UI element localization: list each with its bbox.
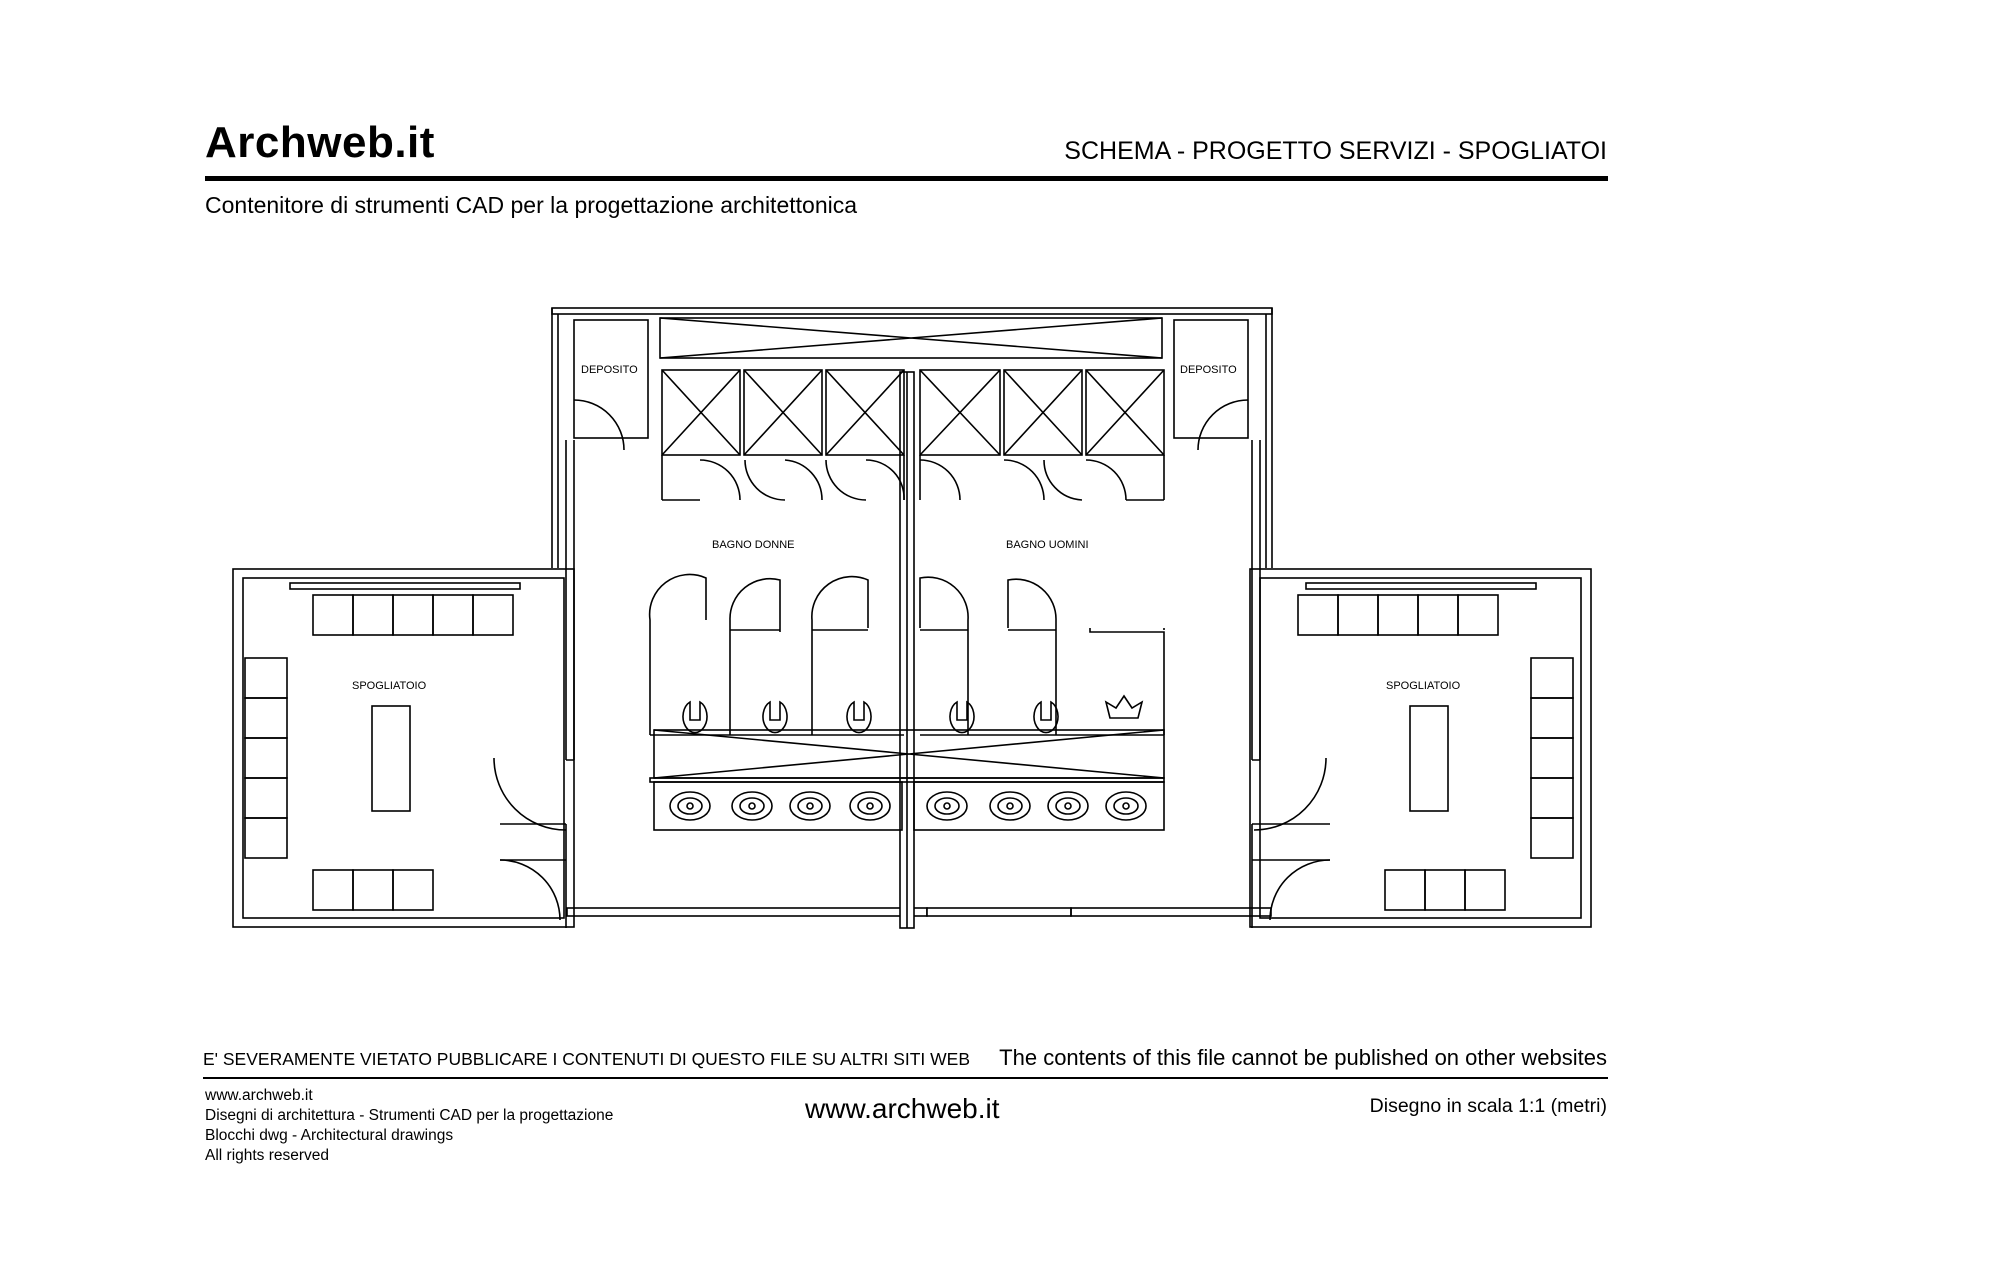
label-bagno-uomini: BAGNO UOMINI [1006, 539, 1089, 551]
label-deposito-left: DEPOSITO [581, 364, 638, 376]
interior-walls [500, 372, 1330, 928]
copyright-warning-it: E' SEVERAMENTE VIETATO PUBBLICARE I CONTENUTI DI QUESTO FILE SU ALTRI SITI WEB [203, 1049, 971, 1069]
label-deposito-right: DEPOSITO [1180, 364, 1237, 376]
copyright-warning-en: The contents of this file cannot be published on other websites [999, 1045, 1607, 1070]
drawing-title: SCHEMA - PROGETTO SERVIZI - SPOGLIATOI [1064, 137, 1607, 165]
footer-center-url: www.archweb.it [805, 1093, 1000, 1124]
footer-description-2: Blocchi dwg - Architectural drawings [205, 1127, 454, 1144]
brand-logo-text: Archweb.it [205, 118, 435, 167]
subtitle: Contenitore di strumenti CAD per la progettazione architettonica [205, 192, 858, 218]
label-spogliatoio-left: SPOGLIATOIO [352, 680, 427, 692]
footer-rights: All rights reserved [205, 1147, 330, 1164]
sink-row-left [670, 792, 890, 820]
drawing-scale: Disegno in scala 1:1 (metri) [1369, 1095, 1607, 1117]
locker-room-left [245, 595, 566, 920]
sink-row-right [927, 792, 1146, 820]
footer-rule [203, 1077, 1608, 1079]
footer-description-1: Disegni di architettura - Strumenti CAD per la progettazione [205, 1107, 614, 1124]
footer-site-url: www.archweb.it [205, 1087, 313, 1104]
label-spogliatoio-right: SPOGLIATOIO [1386, 680, 1461, 692]
locker-room-right [1254, 595, 1573, 920]
label-bagno-donne: BAGNO DONNE [712, 539, 795, 551]
